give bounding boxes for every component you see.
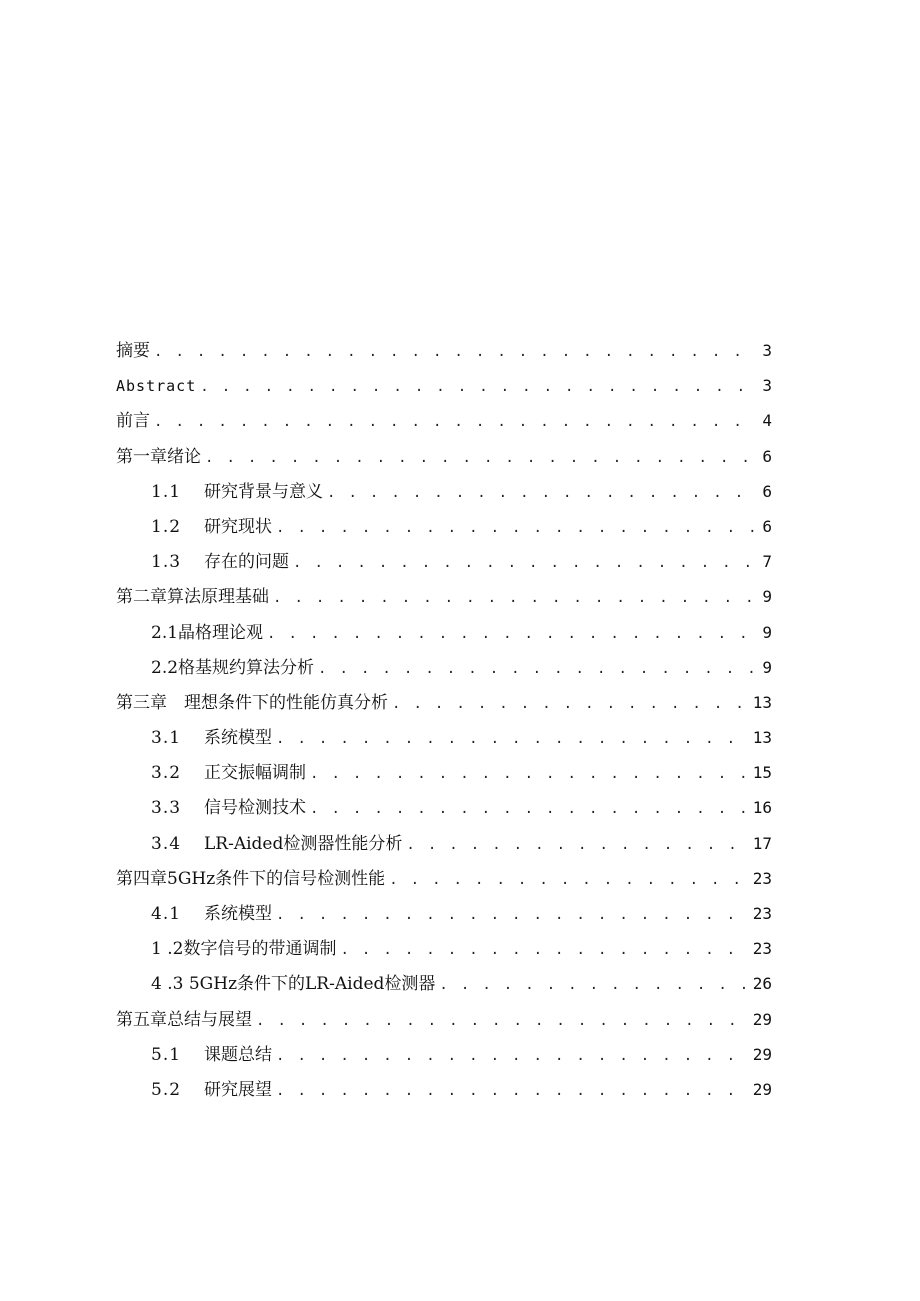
toc-entry[interactable] [116,1072,772,1107]
toc-entry-page-number: 6 [762,481,772,501]
toc-entry-title: 第一章绪论 [116,446,201,467]
toc-entry[interactable] [116,509,772,544]
toc-entry-title: 4 .3 5GHz条件下的LR-Aided检测器 [151,974,436,995]
toc-entry-title: 第三章 理想条件下的性能仿真分析 [116,692,388,713]
toc-entry-page-number: 13 [752,692,772,712]
toc-entry-title: Abstract [116,377,197,396]
toc-dot-leader [154,405,757,440]
toc-entry[interactable] [116,474,772,509]
toc-entry-page-number: 13 [752,728,772,748]
toc-dot-leader [392,687,750,722]
toc-entry[interactable] [116,685,772,720]
toc-entry-page-number: 17 [752,833,772,853]
toc-entry[interactable] [116,333,772,368]
toc-entry[interactable] [116,579,772,614]
toc-entry-title: 课题总结 [204,1044,272,1065]
toc-entry-page-number: 9 [762,587,772,607]
toc-entry-title: 1 .2数字信号的带通调制 [151,939,337,960]
toc-entry-number: 3.1 [151,728,182,749]
toc-entry[interactable] [116,790,772,825]
toc-entry[interactable] [116,826,772,861]
toc-entry-page-number: 23 [752,939,772,959]
toc-entry-page-number: 29 [752,1079,772,1099]
toc-entry-number: 5.2 [151,1079,182,1100]
toc-dot-leader [267,617,757,652]
toc-entry-page-number: 3 [762,376,772,396]
toc-dot-leader [406,828,749,863]
toc-entry-title: 存在的问题 [204,552,289,573]
toc-entry-page-number: 26 [752,974,772,994]
toc-entry-number: 3.3 [151,798,182,819]
toc-dot-leader [318,652,757,687]
toc-entry-title: 信号检测技术 [204,798,306,819]
toc-entry[interactable] [116,403,772,438]
toc-dot-leader [276,511,757,546]
toc-dot-leader [200,370,757,405]
toc-entry-title: 第二章算法原理基础 [116,587,269,608]
toc-entry-page-number: 23 [752,868,772,888]
toc-dot-leader [276,1074,750,1109]
toc-entry[interactable] [116,966,772,1001]
toc-entry[interactable] [116,544,772,579]
toc-dot-leader [310,792,750,827]
toc-entry-number: 5.1 [151,1044,182,1065]
toc-entry-number: 1.1 [151,481,182,502]
toc-entry-title: 第四章5GHz条件下的信号检测性能 [116,868,386,889]
toc-entry[interactable] [116,615,772,650]
toc-entry-page-number: 23 [752,904,772,923]
toc-dot-leader [389,863,750,898]
toc-entry[interactable] [116,439,772,474]
toc-entry-number: 3.4 [151,833,182,854]
toc-entry-number: 4.1 [151,904,182,924]
toc-entry-page-number: 29 [752,1044,772,1064]
toc-entry-title: 第五章总结与展望 [116,1009,252,1030]
toc-entry-page-number: 9 [762,622,772,642]
toc-entry-title: 2.2格基规约算法分析 [151,657,315,678]
toc-entry[interactable] [116,720,772,755]
toc-dot-leader [276,722,750,757]
toc-entry-number: 1.2 [151,516,182,537]
toc-entry-page-number: 15 [752,763,772,783]
toc-entry[interactable] [116,896,772,931]
toc-entry[interactable] [116,1002,772,1037]
toc-entry-title: 研究展望 [204,1079,272,1100]
toc-entry-number: 3.2 [151,763,182,784]
table-of-contents [116,333,772,1107]
toc-dot-leader [276,1039,750,1074]
toc-dot-leader [273,581,757,616]
toc-dot-leader [327,476,757,511]
toc-entry[interactable] [116,931,772,966]
toc-entry-page-number: 4 [762,411,772,431]
toc-entry[interactable] [116,368,772,403]
toc-entry-title: 摘要 [116,341,150,361]
toc-dot-leader [154,335,757,370]
toc-entry-title: 前言 [116,411,150,432]
toc-entry-title: 研究现状 [204,516,272,537]
toc-entry-page-number: 6 [762,516,772,536]
toc-entry[interactable] [116,1037,772,1072]
toc-entry[interactable] [116,861,772,896]
toc-entry-number: 1.3 [151,552,182,573]
toc-dot-leader [276,898,750,933]
toc-entry-title: 2.1晶格理论观 [151,622,264,643]
toc-dot-leader [256,1004,750,1039]
toc-entry[interactable] [116,650,772,685]
toc-dot-leader [293,546,757,581]
toc-entry-title: 系统模型 [204,904,272,924]
toc-entry-page-number: 6 [762,446,772,466]
toc-entry-page-number: 29 [752,1009,772,1029]
toc-dot-leader [439,968,749,1003]
toc-entry-title: 研究背景与意义 [204,481,323,502]
toc-entry-title: LR-Aided检测器性能分析 [204,833,403,854]
toc-entry-page-number: 3 [762,341,772,360]
toc-entry-page-number: 16 [752,798,772,818]
toc-dot-leader [205,441,757,476]
toc-dot-leader [340,933,749,968]
toc-dot-leader [310,757,750,792]
toc-entry-title: 正交振幅调制 [204,763,306,784]
toc-entry-page-number: 9 [762,657,772,677]
toc-entry-title: 系统模型 [204,728,272,749]
toc-entry[interactable] [116,755,772,790]
toc-entry-page-number: 7 [762,552,772,572]
